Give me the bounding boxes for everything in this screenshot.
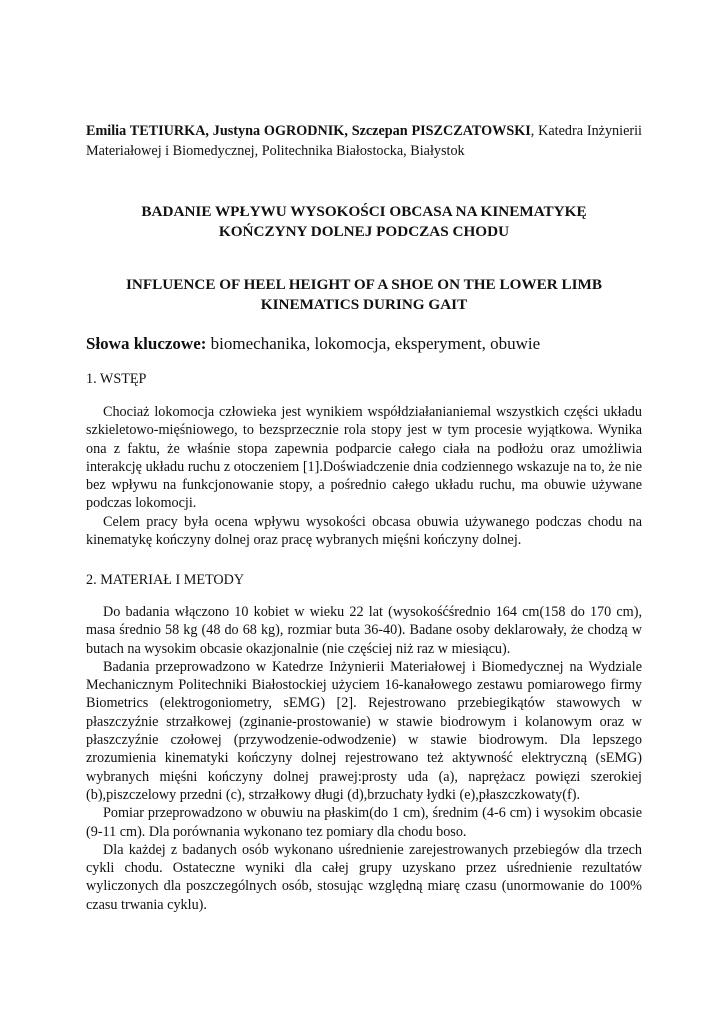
affiliation-text: , Katedra Inżynierii Materiałowej i Biomedycznej, Politechnika Białostocka, Białystok [86,123,642,159]
paragraph: Celem pracy była ocena wpływu wysokości obcasa obuwia używanego podczas chodu na kinematykę kończyny dolnej oraz pracę wybranych mięśni kończyny dolnej. [86,513,642,549]
section-heading-introduction: 1. WSTĘP [86,371,147,387]
paragraph: Badania przeprowadzono w Katedrze Inżynierii Materiałowej i Biomedycznej na Wydziale Mechanicznym Politechniki Białostockiej użyciem 16-kanałowego zestawu pomiarowego firmy Biometrics (elektrogoniometry, sEMG) [2]. Rejestrowano przebiegikątów stawowych w płaszczyźnie strzałkowej (zginanie-prostowanie) w stawie biodrowym i kolanowym oraz w płaszczyźnie czołowej (przywodzenie-odwodzenie) w stawie biodrowym. Dla lepszego zrozumienia kinematyki kończyny dolnej rejestrowano też aktywność elektryczną (sEMG) wybranych mięśni kończyny dolnej prawej:prosty uda (a), naprężacz powięzi szerokiej (b),piszczelowy przedni (c), strzałkowy długi (d),brzuchaty łydki (e),płaszczkowaty(f). [86,658,642,803]
title-line: KINEMATICS DURING GAIT [260,296,468,313]
title-line: BADANIE WPŁYWU WYSOKOŚCI OBCASA NA KINEMATYKĘ [141,203,587,220]
title-polish [86,202,642,242]
author-name: Justyna OGRODNIK, [212,123,348,139]
title-line: INFLUENCE OF HEEL HEIGHT OF A SHOE ON THE LOWER LIMB [126,276,602,293]
paragraph: Pomiar przeprowadzono w obuwiu na płaskim(do 1 cm), średnim (4-6 cm) i wysokim obcasie (9-11 cm). Dla porównania wykonano tez pomiary dla chodu boso. [86,805,642,840]
keywords-label: Słowa kluczowe: [86,334,207,353]
section-heading-methods: 2. MATERIAŁ I METODY [86,572,245,588]
author-affiliation [86,121,642,161]
section-body-introduction [86,403,642,549]
section-body-methods [86,603,642,914]
title-english [86,275,642,315]
author-name: Emilia TETIURKA, [86,123,209,139]
paragraph: Dla każdej z badanych osób wykonano uśrednienie zarejestrowanych przebiegów dla trzech cykli chodu. Ostateczne wyniki dla całej grupy uzyskano przez uśrednienie rezultatów wyliczonych dla poszczególnych osób, stosując względną miarę czasu (unormowanie do 100% czasu trwania cyklu). [86,841,642,913]
paragraph: Chociaż lokomocja człowieka jest wynikiem współdziałanianiemal wszystkich części układu szkieletowo-mięśniowego, to bezsprzecznie rola stopy jest w tym procesie wyjątkowa. Wynika ona z faktu, że właśnie stopa zapewnia podparcie całego ciała na podłożu oraz umożliwia interakcję układu ruchu z otoczeniem [1].Doświadczenie dnia codziennego wskazuje na to, że nie bez wpływu na funkcjonowanie stopy, a pośrednio całego układu ruchu, ma obuwie używane podczas lokomocji. [86,404,642,512]
paragraph: Do badania włączono 10 kobiet w wieku 22 lat (wysokośćśrednio 164 cm(158 do 170 cm), masa średnio 58 kg (48 do 68 kg), rozmiar buta 36-40). Badane osoby deklarowały, że chodzą w butach na wysokim obcasie okazjonalnie (nie częściej niż raz w miesiącu). [86,604,642,657]
keywords [86,334,642,354]
title-line: KOŃCZYNY DOLNEJ PODCZAS CHODU [218,223,510,240]
author-name: Szczepan PISZCZATOWSKI [351,123,531,139]
keywords-text: biomechanika, lokomocja, eksperyment, obuwie [206,334,541,353]
